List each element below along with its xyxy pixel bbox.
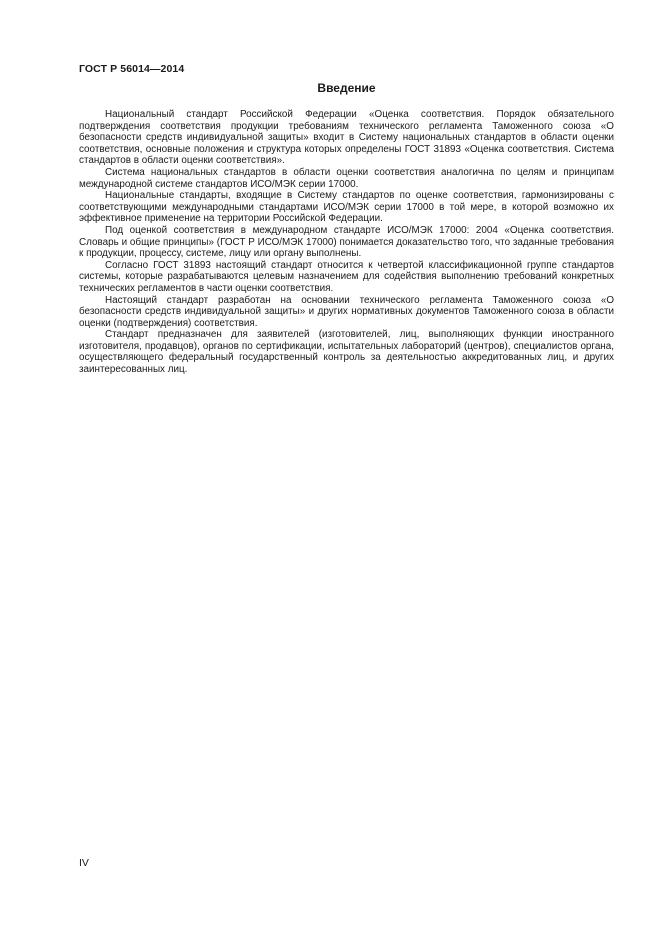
paragraph-6: Настоящий стандарт разработан на основании технического регламента Таможенного союза «О безопасности средств индивидуальной защиты» и других нормативных документов Таможенного союза в области оценки (подтверждения) соответствия. [79, 294, 614, 329]
paragraph-5: Согласно ГОСТ 31893 настоящий стандарт относится к четвертой классификационной группе стандартов системы, которые разрабатываются целевым назначением для содействия выполнению требований конкретных технических регламентов в части оценки соответствия. [79, 259, 614, 294]
paragraph-2: Система национальных стандартов в области оценки соответствия аналогична по целям и принципам международной системе стандартов ИСО/МЭК серии 17000. [79, 166, 614, 190]
paragraph-7: Стандарт предназначен для заявителей (изготовителей, лиц, выполняющих функции иностранного изготовителя, продавцов), органов по сертификации, испытательных лабораторий (центров), специалистов органа, осуществляющего федеральный государственный контроль за деятельностью аккредитованных лиц, и других заинтересованных лиц. [79, 329, 614, 376]
page-number: IV [79, 857, 89, 869]
document-code: ГОСТ Р 56014—2014 [79, 63, 185, 75]
paragraph-4: Под оценкой соответствия в международном стандарте ИСО/МЭК 17000: 2004 «Оценка соответствия. Словарь и общие принципы» (ГОСТ Р ИСО/МЭК 17000) понимается доказательство того, что заданные требования к продукции, процессу, системе, лицу или органу выполнены. [79, 224, 614, 260]
paragraph-3: Национальные стандарты, входящие в Систему стандартов по оценке соответствия, гармонизированы с соответствующими международными стандартами ИСО/МЭК серии 17000 в той мере, в которой возможно их эффективное применение на территории Российской Федерации. [79, 190, 614, 225]
paragraph-1: Национальный стандарт Российской Федерации «Оценка соответствия. Порядок обязательного подтверждения соответствия продукции требованиям технического регламента Таможенного союза «О безопасности средств индивидуальной защиты» входит в Систему национальных стандартов в области оценки соответствия, основные положения и структура которых определены ГОСТ 31893 «Оценка соответствия. Система стандартов в области оценки соответствия». [79, 109, 614, 167]
body-text [79, 109, 614, 376]
section-title: Введение [317, 81, 376, 95]
